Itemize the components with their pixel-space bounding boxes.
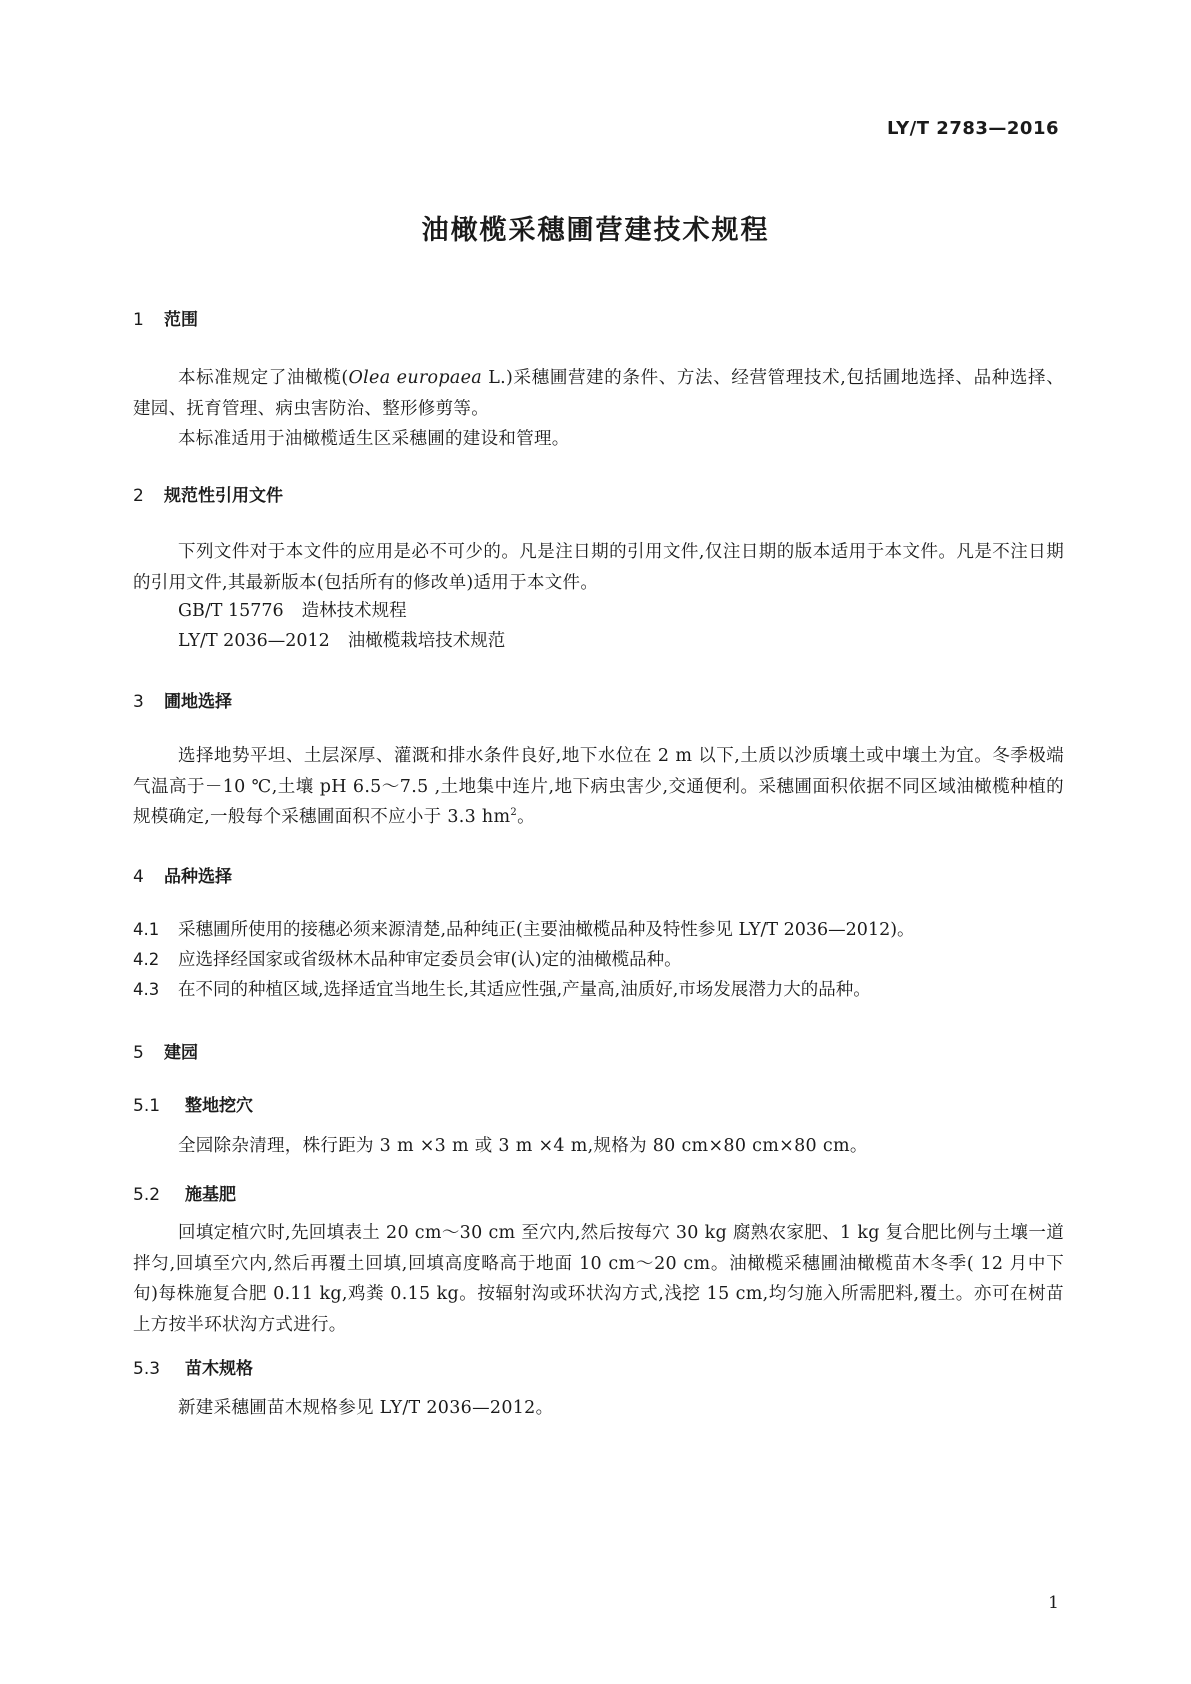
clause-number: 4.3 <box>133 980 160 999</box>
subsection-5-1-paragraph: 全园除杂清理，株行距为 3 m ×3 m 或 3 m ×4 m,规格为 80 cm×80 cm×80 cm。 <box>178 1136 868 1156</box>
normative-reference <box>178 626 505 656</box>
section-title: 圃地选择 <box>164 692 232 712</box>
text-run: 。 <box>517 807 535 827</box>
text-run: L.)采穗圃营建的条件、方法、经营管理技术,包括圃地选择、品种选择、建园、抚育管理、病虫害防治、整形修剪等。 <box>133 368 1064 419</box>
subsection-title: 施基肥 <box>185 1185 236 1205</box>
section-number: 4 <box>133 867 144 887</box>
section-1-heading <box>133 305 198 330</box>
text-run: 本标准规定了油橄榄( <box>178 368 349 388</box>
subsection-5-3-paragraph: 新建采穗圃苗木规格参见 LY/T 2036—2012。 <box>178 1398 554 1418</box>
clause-text: 应选择经国家或省级林木品种审定委员会审(认)定的油橄榄品种。 <box>178 950 682 970</box>
subsection-5-1-heading <box>133 1091 253 1116</box>
section-4-heading <box>133 862 232 887</box>
section-number: 1 <box>133 310 144 330</box>
section-title: 规范性引用文件 <box>164 486 283 506</box>
subsection-5-3-heading <box>133 1354 253 1379</box>
clause-item <box>133 975 871 1005</box>
section-number: 3 <box>133 692 144 712</box>
section-number: 2 <box>133 486 144 506</box>
subsection-title: 整地挖穴 <box>185 1096 253 1116</box>
clause-item <box>133 915 915 945</box>
subsection-5-2-paragraph: 回填定植穴时,先回填表土 20 cm～30 cm 至穴内,然后按每穴 30 kg 腐熟农家肥、1 kg 复合肥比例与土壤一道拌匀,回填至穴内,然后再覆土回填,回填高度略高于地面 10 cm～20 cm。油橄榄采穗圃油橄榄苗木冬季( 12 月中下旬)每株施复合肥 0.11 kg,鸡粪 0.15 kg。按辐射沟或环状沟方式,浅挖 15 cm,均匀施入所需肥料,覆土。亦可在树苗上方按半环状沟方式进行。 <box>133 1223 1064 1335</box>
page-number: 1 <box>1048 1593 1059 1613</box>
section-3-heading <box>133 687 232 712</box>
section-5-heading <box>133 1038 198 1063</box>
text-run: 选择地势平坦、土层深厚、灌溉和排水条件良好,地下水位在 2 m 以下,土质以沙质壤土或中壤土为宜。冬季极端气温高于－10 ℃,土壤 pH 6.5～7.5 ,土地集中连片,地下病虫害少,交通便利。采穗圃面积依据不同区域油橄榄种植的规模确定,一般每个采穗圃面积不应小于 3.3 hm <box>133 746 1064 827</box>
subsection-number: 5.3 <box>133 1359 161 1379</box>
reference-code: GB/T 15776 <box>178 601 284 621</box>
section-2-heading <box>133 481 283 506</box>
section-title: 范围 <box>164 310 198 330</box>
subsection-title: 苗木规格 <box>185 1359 253 1379</box>
clause-text: 采穗圃所使用的接穗必须来源清楚,品种纯正(主要油橄榄品种及特性参见 LY/T 2036—2012)。 <box>178 920 915 940</box>
clause-text: 在不同的种植区域,选择适宜当地生长,其适应性强,产量高,油质好,市场发展潜力大的品种。 <box>178 980 871 1000</box>
section-number: 5 <box>133 1043 144 1063</box>
clause-number: 4.1 <box>133 920 160 939</box>
subsection-number: 5.1 <box>133 1096 161 1116</box>
subsection-5-2-heading <box>133 1180 236 1205</box>
clause-item <box>133 945 682 975</box>
reference-title: 造林技术规程 <box>301 601 407 621</box>
section-title: 品种选择 <box>164 867 232 887</box>
subsection-number: 5.2 <box>133 1185 161 1205</box>
section-2-paragraph-1: 下列文件对于本文件的应用是必不可少的。凡是注日期的引用文件,仅注日期的版本适用于本文件。凡是不注日期的引用文件,其最新版本(包括所有的修改单)适用于本文件。 <box>133 542 1064 593</box>
section-1-paragraph-1 <box>133 363 1064 424</box>
reference-title: 油橄榄栽培技术规范 <box>347 631 506 651</box>
section-3-paragraph-1 <box>133 741 1064 833</box>
section-title: 建园 <box>164 1043 198 1063</box>
latin-name: Olea europaea <box>348 368 483 388</box>
reference-code: LY/T 2036—2012 <box>178 631 330 651</box>
superscript: 2 <box>510 807 518 819</box>
standard-code: LY/T 2783—2016 <box>886 118 1059 139</box>
clause-number: 4.2 <box>133 950 160 969</box>
section-1-paragraph-2: 本标准适用于油橄榄适生区采穗圃的建设和管理。 <box>178 429 570 449</box>
normative-reference <box>178 596 407 626</box>
document-title: 油橄榄采穗圃营建技术规程 <box>421 215 770 246</box>
